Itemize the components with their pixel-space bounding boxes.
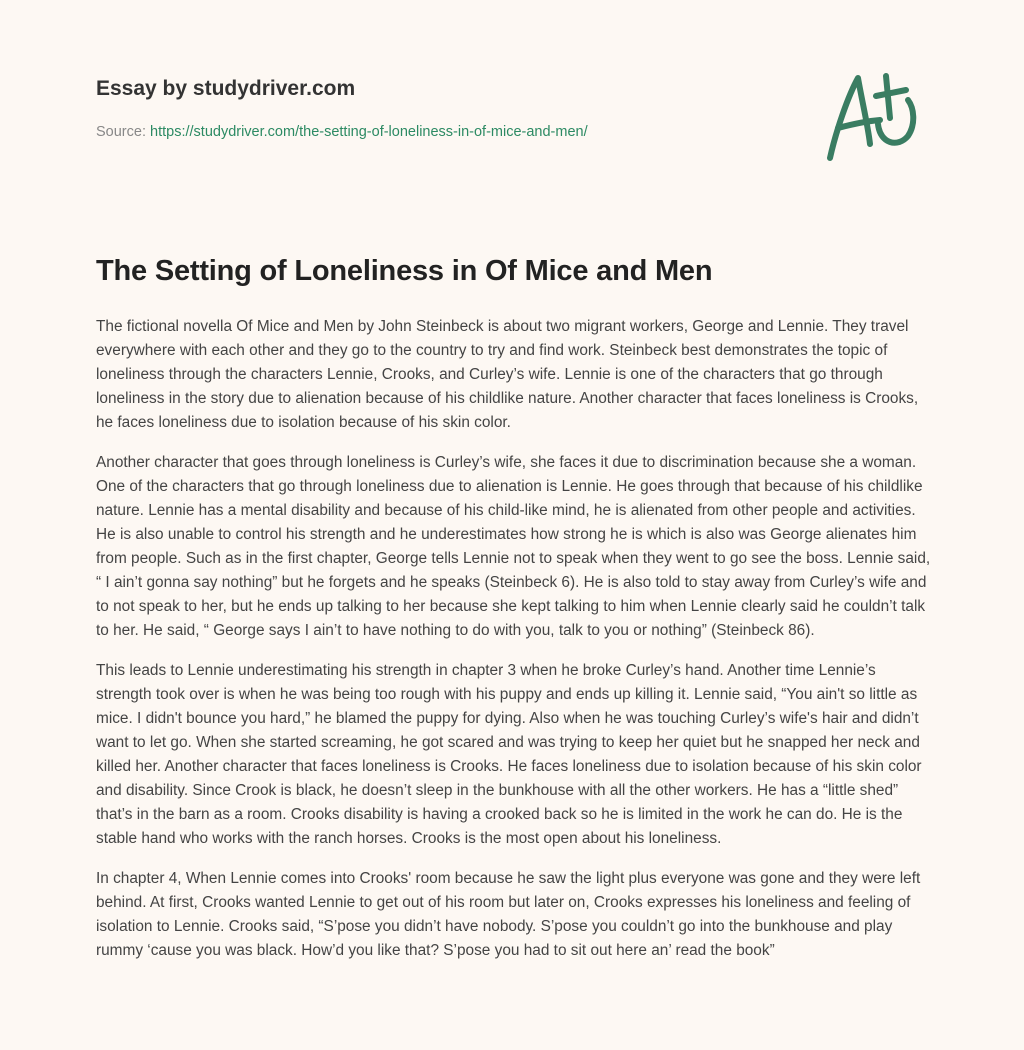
essay-paragraph: In chapter 4, When Lennie comes into Crooks' room because he saw the light plus everyone was gone and they were left behind. At first, Crooks wanted Lennie to get out of his room but later on, Crooks expresses his loneliness and feeling of isolation to Lennie. Crooks said, “S’pose you didn’t have nobody. S’pose you couldn’t go into the bunkhouse and play rummy ‘cause you was black. How’d you like that? S’pose you had to sit out here an’ read the book” (96, 870, 921, 959)
source-label: Source: (96, 124, 146, 140)
source-line (96, 124, 588, 140)
essay-paragraph: Another character that goes through loneliness is Curley’s wife, she faces it due to discrimination because she a woman. One of the characters that go through loneliness due to alienation is Lennie. He goes through that because of his childlike nature. Lennie has a mental disability and because of his child-like mind, he is alienated from other people and activities. He is also unable to control his strength and he underestimates how strong he is which is also was George alienates him from people. Such as in the first chapter, George tells Lennie not to speak when they went to go see the boss. Lennie said, “ I ain’t gonna say nothing” but he forgets and he speaks (Steinbeck 6). He is also told to stay away from Curley’s wife and to not speak to her, but he ends up talking to her because she kept talking to him when Lennie clearly said he couldn’t talk to her. He said, “ George says I ain’t to have nothing to do with you, talk to you or nothing” (Steinbeck 86). (96, 454, 931, 639)
site-title: Essay by studydriver.com (96, 77, 356, 100)
essay-paragraph: The fictional novella Of Mice and Men by John Steinbeck is about two migrant workers, George and Lennie. They travel everywhere with each other and they go to the country to try and find work. Steinbeck best demonstrates the topic of loneliness through the characters Lennie, Crooks, and Curley’s wife. Lennie is one of the characters that go through loneliness in the story due to alienation because of his childlike nature. Another character that faces loneliness is Crooks, he faces loneliness due to isolation because of his skin color. (96, 318, 919, 431)
source-link[interactable]: https://studydriver.com/the-setting-of-loneliness-in-of-mice-and-men/ (150, 124, 588, 140)
essay-body (96, 315, 932, 979)
essay-title: The Setting of Loneliness in Of Mice and Men (96, 255, 713, 287)
a-plus-logo-icon (818, 66, 928, 166)
essay-paragraph: This leads to Lennie underestimating his strength in chapter 3 when he broke Curley’s hand. Another time Lennie’s strength took over is when he was being too rough with his puppy and ends up killing it. Lennie said, “You ain't so little as mice. I didn't bounce you hard,” he blamed the puppy for dying. Also when he was touching Curley’s wife's hair and didn’t want to let go. When she started screaming, he got scared and was trying to keep her quiet but he snapped her neck and killed her. Another character that faces loneliness is Crooks. He faces loneliness due to isolation because of his skin color and disability. Since Crook is black, he doesn’t sleep in the bunkhouse with all the other workers. He has a “little shed” that’s in the barn as a room. Crooks disability is having a crooked back so he is limited in the work he can do. He is the stable hand who works with the ranch horses. Crooks is the most open about his loneliness. (96, 662, 922, 847)
